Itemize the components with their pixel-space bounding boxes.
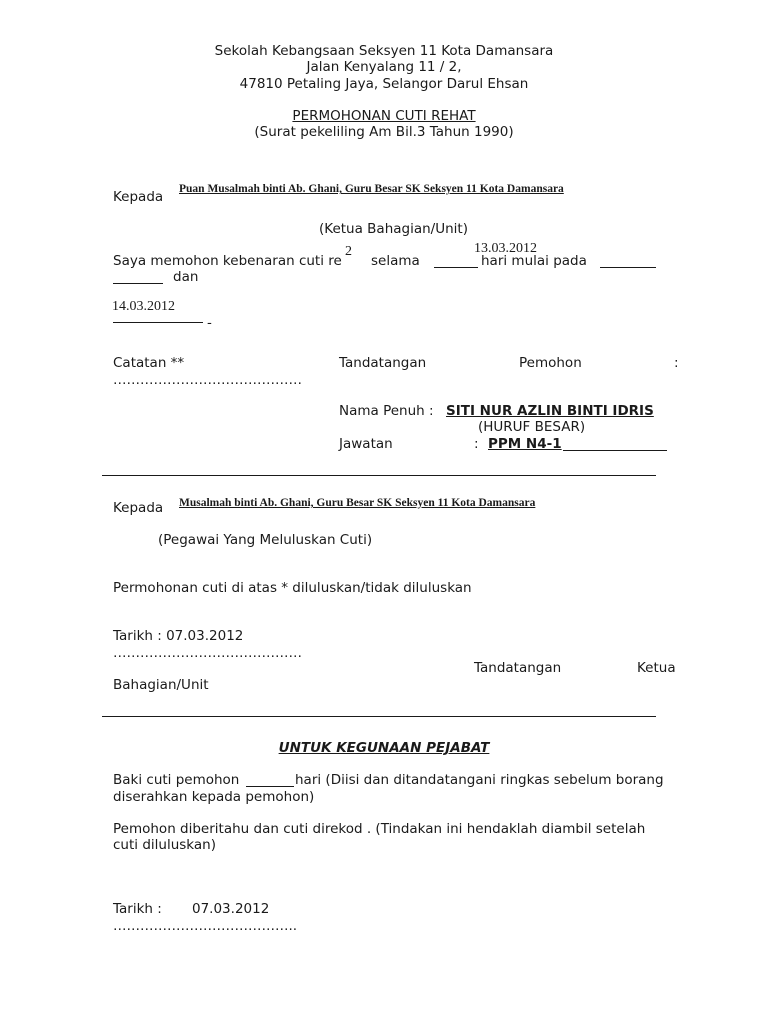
office-date-value: 07.03.2012 — [192, 901, 270, 917]
divider-2 — [102, 716, 656, 717]
pemohon-colon: : — [674, 355, 679, 371]
ketua-label: Ketua — [637, 660, 676, 676]
start-date-blank — [600, 255, 656, 268]
days-blank — [434, 255, 478, 268]
school-name: Sekolah Kebangsaan Seksyen 11 Kota Damansara — [214, 43, 554, 59]
pemohon-label: Pemohon — [519, 355, 582, 371]
tandatangan-label-2: Tandatangan — [474, 660, 562, 676]
office-date-dots: ………………………………….. — [113, 918, 298, 934]
approval-date-dots: …………………………………… — [113, 645, 302, 661]
baki-cuti-blank — [246, 774, 294, 787]
kepada-recipient: Puan Musalmah binti Ab. Ghani, Guru Besar SK Seksyen 11 Kota Damansara — [179, 183, 564, 195]
kepada-label-2: Kepada — [113, 500, 164, 516]
jawatan-blank — [563, 438, 667, 451]
pegawai-label: (Pegawai Yang Meluluskan Cuti) — [158, 532, 373, 548]
dan-label: dan — [173, 269, 199, 285]
request-text-prefix: Saya memohon kebenaran cuti re — [113, 253, 342, 269]
kepada-label: Kepada — [113, 189, 164, 205]
approval-status-text: Permohonan cuti di atas * diluluskan/tidak diluluskan — [113, 580, 472, 596]
kepada-recipient-2: Musalmah binti Ab. Ghani, Guru Besar SK Seksyen 11 Kota Damansara — [179, 497, 536, 509]
catatan-label: Catatan ** — [113, 355, 185, 371]
baki-cuti-text-2: diserahkan kepada pemohon) — [113, 789, 315, 805]
form-subtitle: (Surat pekeliling Am Bil.3 Tahun 1990) — [254, 124, 514, 140]
end-date-blank — [113, 310, 203, 323]
request-text-selama: selama — [371, 253, 420, 269]
start-date: 13.03.2012 — [474, 241, 537, 256]
jawatan-value: PPM N4-1 — [488, 436, 562, 452]
catatan-dots: …………………………………… — [113, 372, 302, 388]
tandatangan-label: Tandatangan — [339, 355, 427, 371]
divider-1 — [102, 475, 656, 476]
end-date: 14.03.2012 — [112, 299, 175, 314]
school-street: Jalan Kenyalang 11 / 2, — [306, 59, 462, 75]
bahagian-unit-label: Bahagian/Unit — [113, 677, 209, 693]
baki-cuti-label: Baki cuti pemohon — [113, 772, 240, 788]
school-city: 47810 Petaling Jaya, Selangor Darul Ehsan — [239, 76, 529, 92]
jawatan-colon: : — [474, 436, 479, 452]
end-date-dash: - — [207, 315, 212, 331]
baki-cuti-text: hari (Diisi dan ditandatangani ringkas sebelum borang — [295, 772, 664, 788]
diberitahu-text-2: cuti diluluskan) — [113, 837, 216, 853]
approval-date: Tarikh : 07.03.2012 — [113, 628, 244, 644]
huruf-besar-label: (HURUF BESAR) — [478, 419, 586, 435]
request-text-mulai: hari mulai pada — [481, 253, 587, 269]
diberitahu-text: Pemohon diberitahu dan cuti direkod . (Tindakan ini hendaklah diambil setelah — [113, 821, 646, 837]
end-date-short-blank — [113, 271, 163, 284]
days-value: 2 — [345, 244, 352, 259]
office-date-label: Tarikh : — [113, 901, 162, 917]
nama-penuh-label: Nama Penuh : — [339, 403, 434, 419]
nama-penuh-value: SITI NUR AZLIN BINTI IDRIS — [446, 403, 654, 419]
office-use-heading: UNTUK KEGUNAAN PEJABAT — [278, 740, 490, 756]
ketua-bahagian-label: (Ketua Bahagian/Unit) — [319, 221, 468, 237]
jawatan-label: Jawatan — [339, 436, 393, 452]
form-title: PERMOHONAN CUTI REHAT — [292, 108, 476, 124]
